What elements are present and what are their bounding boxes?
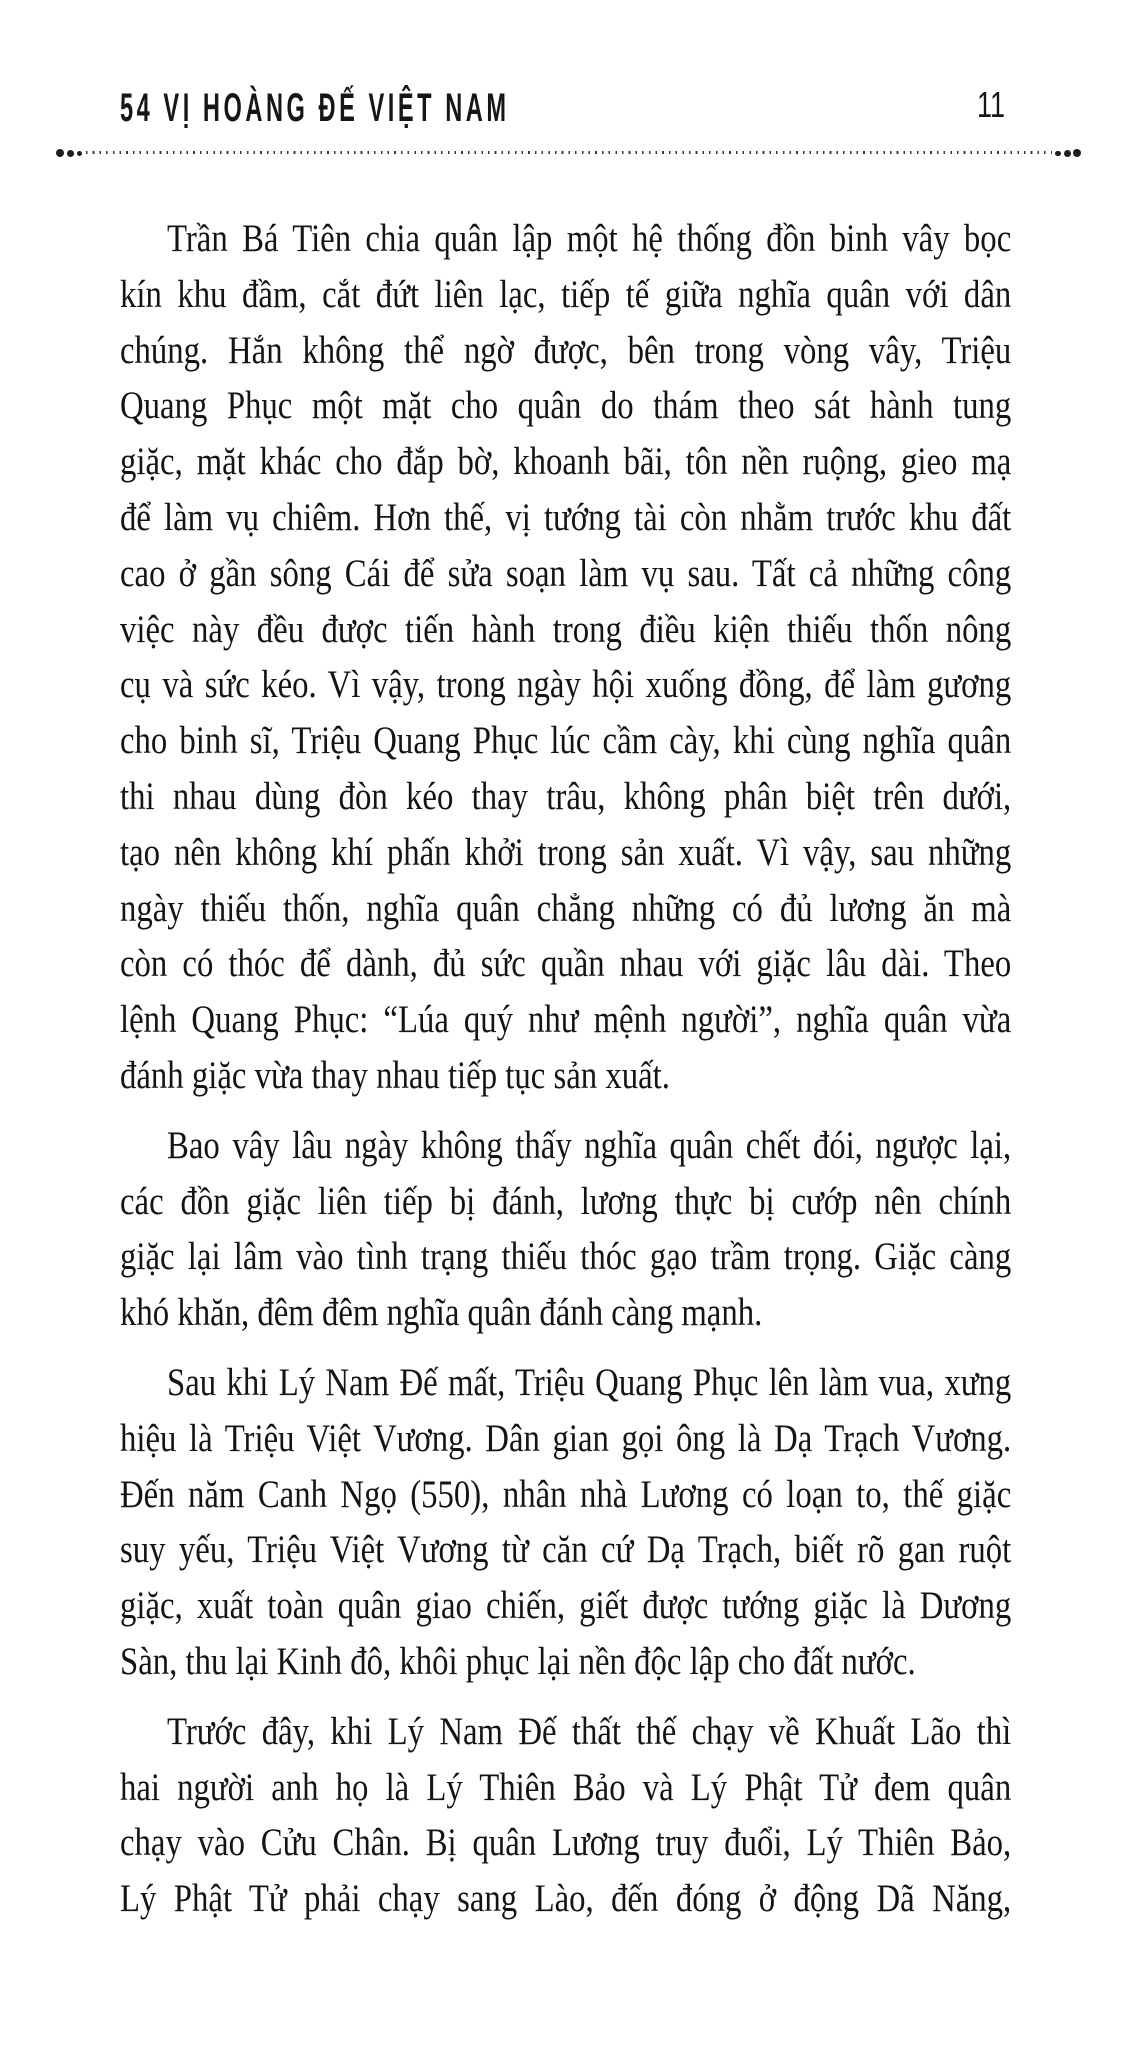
text-line: Trước đây, khi Lý Nam Đế thất thế chạy về Khuất Lão thì bbox=[167, 1709, 1012, 1753]
text-line: các đồn giặc liên tiếp bị đánh, lương thực bị cướp nên chính bbox=[120, 1179, 1012, 1223]
rule-end-dot-icon bbox=[67, 150, 74, 157]
text-line: việc này đều được tiến hành trong điều kiện thiếu thốn nông bbox=[120, 607, 1012, 651]
text-line: Quang Phục một mặt cho quân do thám theo sát hành tung bbox=[120, 384, 1012, 428]
paragraph bbox=[120, 1355, 1011, 1690]
text-line: để làm vụ chiêm. Hơn thế, vị tướng tài còn nhằm trước khu đất bbox=[120, 495, 1012, 539]
text-line: giặc, mặt khác cho đắp bờ, khoanh bãi, tôn nền ruộng, gieo mạ bbox=[120, 440, 1012, 484]
text-line: suy yếu, Triệu Việt Vương từ căn cứ Dạ Trạch, biết rõ gan ruột bbox=[120, 1528, 1012, 1572]
text-line: lệnh Quang Phục: “Lúa quý như mệnh người”, nghĩa quân vừa bbox=[120, 998, 1012, 1042]
running-header-title: 54 VỊ HOÀNG ĐẾ VIỆT NAM bbox=[120, 86, 510, 130]
text-line: Đến năm Canh Ngọ (550), nhân nhà Lương có loạn to, thế giặc bbox=[120, 1472, 1012, 1516]
rule-end-dot-icon bbox=[1073, 149, 1081, 157]
text-line: cụ và sức kéo. Vì vậy, trong ngày hội xuống đồng, để làm gương bbox=[120, 663, 1012, 707]
rule-end-dot-icon bbox=[56, 149, 64, 157]
paragraph bbox=[120, 1704, 1011, 1927]
paragraph bbox=[120, 211, 1011, 1104]
rule-end-dot-icon bbox=[1064, 150, 1071, 157]
text-line: hiệu là Triệu Việt Vương. Dân gian gọi ông là Dạ Trạch Vương. bbox=[120, 1416, 1012, 1460]
text-line: hai người anh họ là Lý Thiên Bảo và Lý Phật Tử đem quân bbox=[120, 1765, 1012, 1809]
rule-end-dot-icon bbox=[1055, 151, 1061, 157]
text-line: chạy vào Cửu Chân. Bị quân Lương truy đuổi, Lý Thiên Bảo, bbox=[120, 1821, 1012, 1865]
text-line: Trần Bá Tiên chia quân lập một hệ thống đồn binh vây bọc bbox=[167, 217, 1012, 260]
text-line: thi nhau dùng đòn kéo thay trâu, không phân biệt trên dưới, bbox=[120, 774, 1012, 818]
text-line: cao ở gần sông Cái để sửa soạn làm vụ sau. Tất cả những công bbox=[120, 551, 1012, 595]
text-line: còn có thóc để dành, đủ sức quần nhau với giặc lâu dài. Theo bbox=[120, 942, 1012, 986]
text-line: Sàn, thu lại Kinh đô, khôi phục lại nền độc lập cho đất nước. bbox=[120, 1639, 916, 1683]
text-line: kín khu đầm, cắt đứt liên lạc, tiếp tế giữa nghĩa quân với dân bbox=[120, 272, 1012, 316]
paragraph bbox=[120, 1118, 1011, 1341]
rule-end-dot-icon bbox=[77, 151, 83, 157]
text-line: ngày thiếu thốn, nghĩa quân chẳng những có đủ lương ăn mà bbox=[120, 886, 1012, 930]
text-line: Sau khi Lý Nam Đế mất, Triệu Quang Phục lên làm vua, xưng bbox=[167, 1360, 1012, 1404]
text-line: tạo nên không khí phấn khởi trong sản xuất. Vì vậy, sau những bbox=[120, 830, 1012, 874]
text-line: Lý Phật Tử phải chạy sang Lào, đến đóng ở động Dã Năng, bbox=[120, 1877, 1012, 1921]
text-line: giặc, xuất toàn quân giao chiến, giết được tướng giặc là Dương bbox=[120, 1584, 1012, 1628]
text-line: Bao vây lâu ngày không thấy nghĩa quân chết đói, ngược lại, bbox=[167, 1123, 1012, 1167]
text-line: chúng. Hắn không thể ngờ được, bên trong vòng vây, Triệu bbox=[120, 328, 1012, 372]
text-line: khó khăn, đêm đêm nghĩa quân đánh càng mạnh. bbox=[120, 1291, 763, 1335]
text-line: giặc lại lâm vào tình trạng thiếu thóc gạo trầm trọng. Giặc càng bbox=[120, 1235, 1012, 1279]
text-line: cho binh sĩ, Triệu Quang Phục lúc cầm cày, khi cùng nghĩa quân bbox=[120, 719, 1012, 763]
page-number: 11 bbox=[977, 84, 1006, 125]
text-line: đánh giặc vừa thay nhau tiếp tục sản xuất. bbox=[120, 1053, 670, 1097]
page-body bbox=[120, 211, 1011, 1927]
rule-small-dots bbox=[86, 151, 1052, 154]
